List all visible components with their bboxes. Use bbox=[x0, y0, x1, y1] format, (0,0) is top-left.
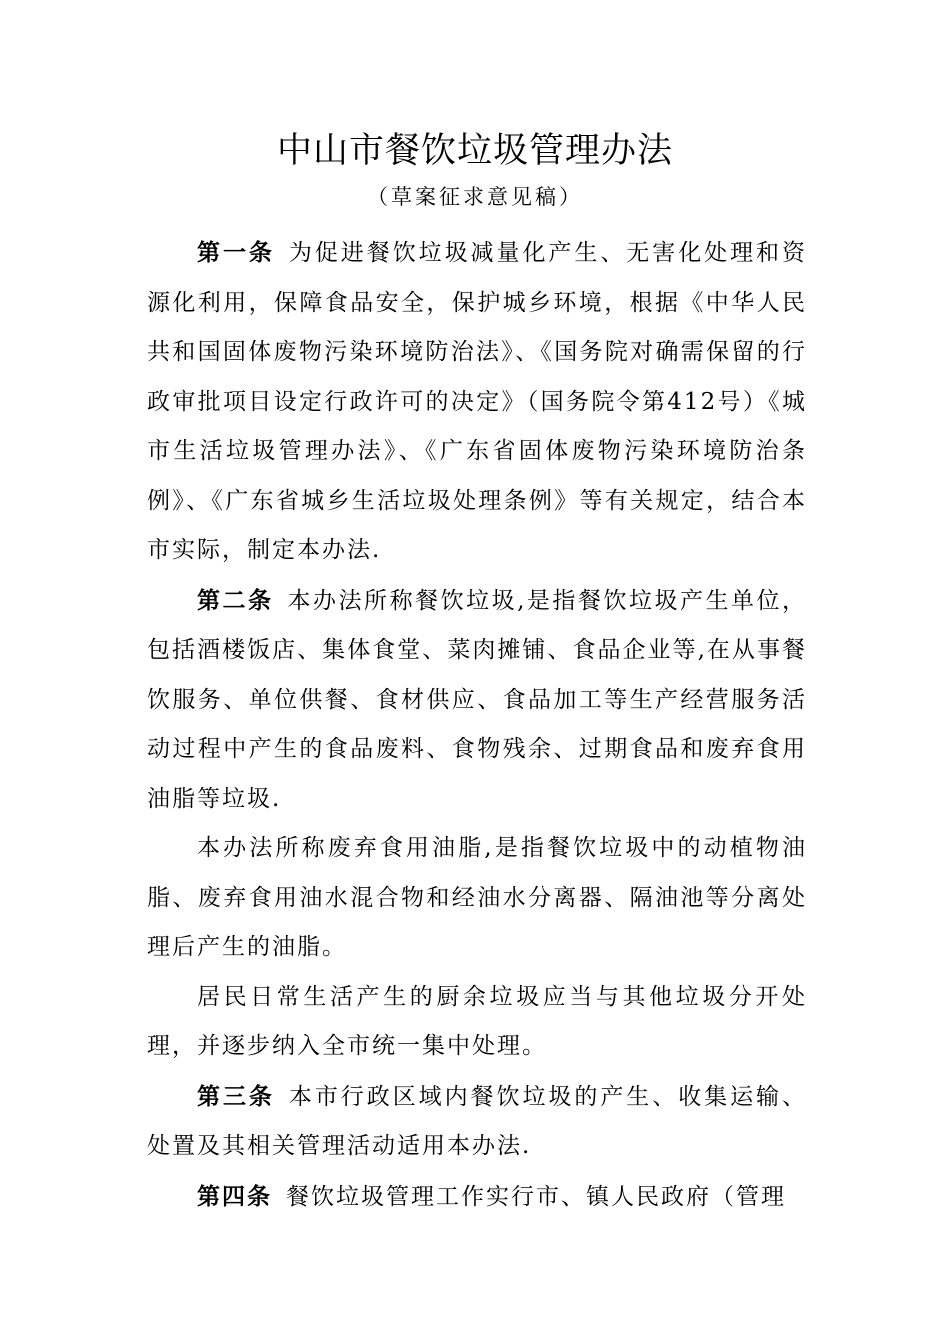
document-subtitle: （草案征求意见稿） bbox=[367, 185, 583, 209]
article-4-label: 第四条 bbox=[197, 1182, 272, 1210]
article-3-label: 第三条 bbox=[197, 1082, 275, 1110]
article-2-clause-oil-text: 本办法所称废弃食用油脂,是指餐饮垃圾中的动植物油脂、废弃食用油水混合物和经油水分离器、隔油池等分离处理后产生的油脂。 bbox=[147, 835, 807, 960]
article-2-paragraph bbox=[147, 576, 807, 825]
article-2-label: 第二条 bbox=[197, 586, 274, 614]
article-4-text: 餐饮垃圾管理工作实行市、镇人民政府（管理 bbox=[286, 1183, 786, 1210]
article-1-text: 为促进餐饮垃圾减量化产生、无害化处理和资源化利用，保障食品安全，保护城乡环境，根据《中华人民共和国固体废物污染环境防治法》、《国务院对确需保留的行政审批项目设定行政许可的决定》（国务院令第412号）《城市生活垃圾管理办法》、《广东省固体废物污染环境防治条例》、《广东省城乡生活垃圾处理条例》等有关规定，结合本市实际，制定本办法. bbox=[147, 240, 808, 563]
article-3-text: 本市行政区域内餐饮垃圾的产生、收集运输、处置及其相关管理活动适用本办法. bbox=[147, 1083, 808, 1159]
document-title: 中山市餐饮垃圾管理办法 bbox=[276, 131, 673, 171]
article-2-clause-oil bbox=[147, 824, 807, 973]
article-4-paragraph bbox=[147, 1172, 807, 1223]
article-3-paragraph bbox=[147, 1072, 807, 1172]
document-body bbox=[147, 228, 807, 1222]
article-1-label: 第一条 bbox=[197, 239, 275, 266]
article-1-paragraph bbox=[147, 228, 807, 576]
article-2-clause-household bbox=[147, 973, 807, 1072]
article-2-clause-household-text: 居民日常生活产生的厨余垃圾应当与其他垃圾分开处理，并逐步纳入全市统一集中处理。 bbox=[147, 983, 807, 1059]
article-2-text: 本办法所称餐饮垃圾,是指餐饮垃圾产生单位，包括酒楼饭店、集体食堂、菜肉摊铺、食品企业等,在从事餐饮服务、单位供餐、食材供应、食品加工等生产经营服务活动过程中产生的食品废料、食物残余、过期食品和废弃食用油脂等垃圾. bbox=[147, 587, 808, 812]
